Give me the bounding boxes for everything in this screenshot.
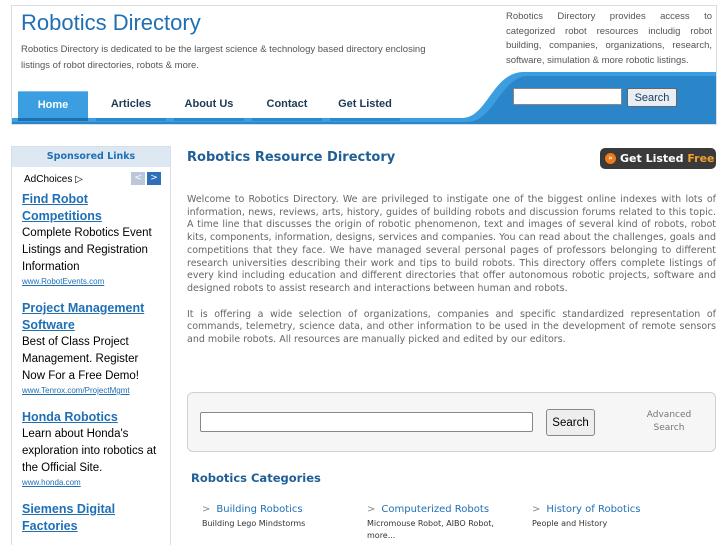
search-panel: [187, 392, 716, 452]
header-about-text: Robotics Directory provides access to categorized robot resources includig robot building, companies, organizations, research, software, simulation & more robotic listings.: [506, 11, 712, 66]
category-link[interactable]: [367, 504, 515, 515]
ad-body: Learn about Honda's exploration into robotics at the Official Site.: [22, 428, 157, 474]
advanced-search-link[interactable]: Advanced Search: [646, 410, 692, 433]
ad-item: [12, 191, 170, 287]
ad-title-link[interactable]: Project Management Software: [22, 301, 145, 332]
site-description: Robotics Directory is dedicated to be the largest science & technology based directory enclosing listings of robot directories, robots & more.: [21, 44, 426, 71]
ad-title-link[interactable]: Honda Robotics: [22, 410, 118, 424]
chevron-right-icon: >: [532, 504, 541, 515]
category-subtext: People and History: [532, 519, 608, 528]
ad-item: [12, 409, 170, 488]
get-listed-label: Get Listed: [620, 152, 684, 165]
ad-url-link[interactable]: www.honda.com: [22, 478, 81, 487]
page-title: Robotics Resource Directory: [187, 150, 396, 165]
ad-item: [12, 300, 170, 396]
category-link[interactable]: [202, 504, 352, 515]
intro-paragraph: It is offering a wide selection of organizations, companies and specific standardized representation of commands, telemetry, science data, and other information to be used in the development of remote sensors and mobile robots. All resources are manually picked and edited by our editors.: [187, 308, 716, 346]
get-listed-button[interactable]: [600, 148, 716, 169]
arrow-circle-icon: »: [605, 153, 616, 164]
category-name: History of Robotics: [546, 504, 641, 515]
nav-articles[interactable]: Articles: [96, 91, 166, 121]
ad-prev-icon[interactable]: <: [131, 172, 145, 185]
sidebar: [11, 146, 171, 545]
category-item: [202, 504, 352, 530]
category-item: [532, 504, 682, 530]
category-subtext: Building Lego Mindstorms: [202, 519, 306, 528]
category-item: [367, 504, 515, 542]
ad-title-link[interactable]: Find Robot Competitions: [22, 192, 102, 223]
header-search-button[interactable]: Search: [627, 88, 677, 107]
nav-contact[interactable]: Contact: [252, 91, 322, 121]
intro-paragraph: Welcome to Robotics Directory. We are privileged to instigate one of the biggest online indexes with lots of information, news, reviews, arts, history, guides of building robots and discussion forums related to this topic. A time line that discusses the origin of robotic phenomenon, text and images of several kind of robots, robot kits, components, information, designs, services and companies. You can read about the challenges, goals and competitions that they face. We have managed several personal pages of professors belonging to different research universities describing their work and tips to build robots. This directory offers complete listings of every kind including education and different directories that offer autonomous robotic projects, software and designed robots to assist research and interactions between human and robots.: [187, 194, 716, 294]
intro-text: [187, 194, 716, 347]
nav-about-us[interactable]: About Us: [174, 91, 244, 121]
nav-home[interactable]: Home: [18, 91, 88, 121]
chevron-right-icon: >: [367, 504, 376, 515]
main-nav: [18, 91, 400, 121]
chevron-right-icon: >: [202, 504, 211, 515]
ad-body: Best of Class Project Management. Register Now For a Free Demo!: [22, 336, 139, 382]
category-name: Computerized Robots: [381, 504, 490, 515]
category-link[interactable]: [532, 504, 682, 515]
search-button[interactable]: Search: [546, 409, 595, 436]
categories-heading: Robotics Categories: [191, 471, 321, 485]
search-input[interactable]: [200, 412, 533, 432]
header-search-input[interactable]: [513, 88, 622, 105]
ad-url-link[interactable]: www.RobotEvents.com: [22, 277, 105, 286]
ad-body: Complete Robotics Event Listings and Registration Information: [22, 227, 152, 273]
nav-get-listed[interactable]: Get Listed: [330, 91, 400, 121]
ad-url-link[interactable]: www.Tenrox.com/ProjectMgmt: [22, 386, 130, 395]
get-listed-free-label: Free: [687, 152, 715, 165]
category-subtext: Micromouse Robot, AIBO Robot, more...: [367, 519, 494, 540]
sponsored-links-heading: Sponsored Links: [12, 147, 170, 167]
ad-title-link[interactable]: Siemens Digital Factories: [22, 502, 116, 533]
ad-next-icon[interactable]: >: [147, 172, 161, 185]
adchoices-label[interactable]: AdChoices ▷: [24, 174, 83, 185]
ad-item: [12, 501, 170, 535]
ad-navigation: [131, 172, 161, 185]
adchoices-row: [12, 167, 170, 191]
category-name: Building Robotics: [216, 504, 303, 515]
header-search: [513, 88, 677, 107]
site-title[interactable]: Robotics Directory: [21, 10, 201, 35]
